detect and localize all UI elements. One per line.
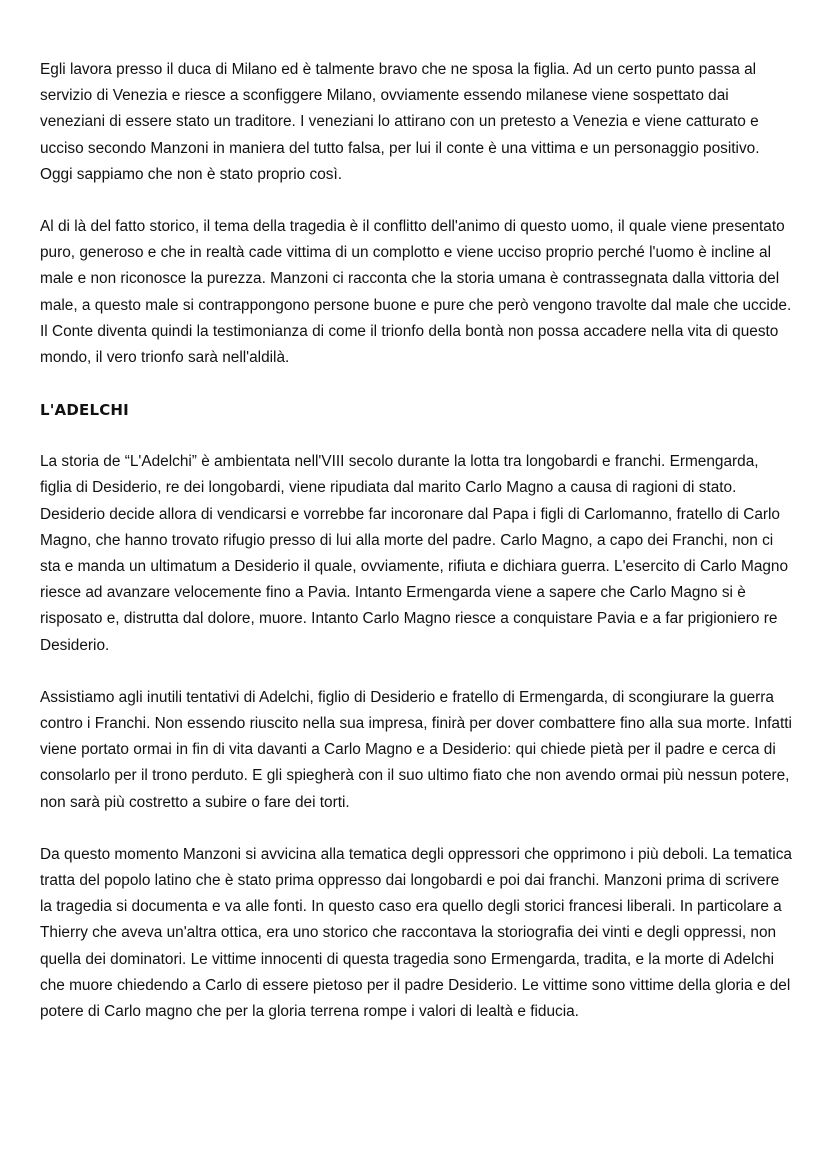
document-page [40,57,792,1051]
paragraph-adelchi-oppressed: Da questo momento Manzoni si avvicina alla tematica degli oppressori che opprimono i più deboli. La tematica tratta del popolo latino che è stato prima oppresso dai longobardi e poi dai franchi. Manzoni prima di scrivere la tragedia si documenta e va alle fonti. In questo caso era quello degli storici francesi liberali. In particolare a Thierry che aveva un'altra ottica, era uno storico che raccontava la storiografia dei vinti e degli oppressi, non quella dei dominatori. Le vittime innocenti di questa tragedia sono Ermengarda, tradita, e la morte di Adelchi che muore chiedendo a Carlo di essere pietoso per il padre Desiderio. Le vittime sono vittime della gloria e del potere di Carlo magno che per la gloria terrena rompe i valori di lealtà e fiducia. [40,845,792,1021]
paragraph-conte-theme: Al di là del fatto storico, il tema della tragedia è il conflitto dell'animo di questo uomo, il quale viene presentato puro, generoso e che in realtà cade vittima di un complotto e viene ucciso proprio perché l'uomo è incline al male e non riconosce la purezza. Manzoni ci racconta che la storia umana è contrassegnata dalla vittoria del male, a questo male si contrappongono persone buone e pure che però vengono travolte dal male che uccide. Il Conte diventa quindi la testimonianza di come il trionfo della bontà non possa accadere nella vita di questo mondo, il vero trionfo sarà nell'aldilà. [40,218,792,367]
paragraph-conte-biography: Egli lavora presso il duca di Milano ed è talmente bravo che ne sposa la figlia. Ad un certo punto passa al servizio di Venezia e riesce a sconfiggere Milano, ovviamente essendo milanese viene sospettato dai veneziani di essere stato un traditore. I veneziani lo attirano con un pretesto a Venezia e viene catturato e ucciso secondo Manzoni in maniera del tutto falsa, per lui il conte è una vittima e un personaggio positivo. Oggi sappiamo che non è stato proprio così. [40,61,760,183]
paragraph-adelchi-character: Assistiamo agli inutili tentativi di Adelchi, figlio di Desiderio e fratello di Ermengarda, di scongiurare la guerra contro i Franchi. Non essendo riuscito nella sua impresa, finirà per dover combattere fino alla sua morte. Infatti viene portato ormai in fin di vita davanti a Carlo Magno e a Desiderio: qui chiede pietà per il padre e cerca di consolarlo per il trono perduto. E gli spiegherà con il suo ultimo fiato che non avendo ormai più nessun potere, non sarà più costretto a subire o fare dei torti. [40,688,792,811]
paragraph-adelchi-plot: La storia de “L'Adelchi” è ambientata nell'VIII secolo durante la lotta tra longobardi e franchi. Ermengarda, figlia di Desiderio, re dei longobardi, viene ripudiata dal marito Carlo Magno a causa di ragioni di stato. Desiderio decide allora di vendicarsi e vorrebbe far incoronare dal Papa i figli di Carlomanno, fratello di Carlo Magno, che hanno trovato rifugio presso di lui alla morte del padre. Carlo Magno, a capo dei Franchi, non ci sta e manda un ultimatum a Desiderio il quale, ovviamente, rifiuta e dichiara guerra. L'esercito di Carlo Magno riesce ad avanzare velocemente fino a Pavia. Intanto Ermengarda viene a sapere che Carlo Magno si è risposato e, distrutta dal dolore, muore. Intanto Carlo Magno riesce a conquistare Pavia e a far prigioniero re Desiderio. [40,453,789,654]
section-heading-adelchi: L'ADELCHI [40,401,129,420]
